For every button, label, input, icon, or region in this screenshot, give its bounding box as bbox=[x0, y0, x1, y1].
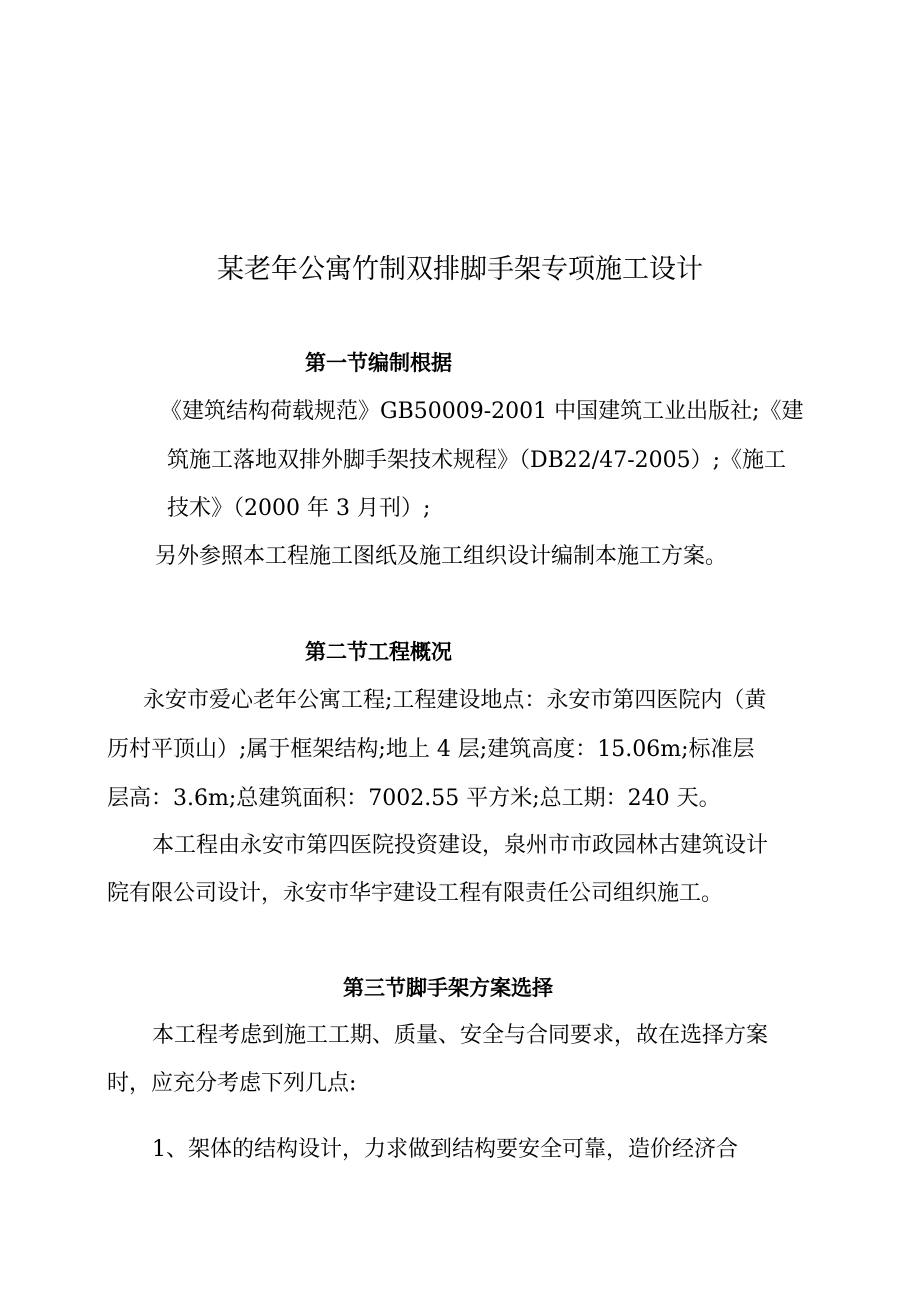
section2-para2-line-2: 院有限公司设计，永安市华宇建设工程有限责任公司组织施工。 bbox=[107, 881, 724, 906]
section3-para1-line-1: 本工程考虑到施工工期、质量、安全与合同要求，故在选择方案 bbox=[152, 1023, 769, 1048]
section-heading-3: 第三节脚手架方案选择 bbox=[343, 976, 553, 1000]
section-heading-2: 第二节工程概况 bbox=[305, 640, 452, 664]
section2-para1-line-3: 层高：3.6m;总建筑面积：7002.55 平方米;总工期：240 天。 bbox=[107, 786, 721, 811]
section3-item-1: 1、架体的结构设计，力求做到结构要安全可靠，造价经济合 bbox=[152, 1137, 738, 1162]
section2-para1-line-1: 永安市爱心老年公寓工程;工程建设地点：永安市第四医院内（黄 bbox=[143, 688, 767, 713]
section1-line-4: 另外参照本工程施工图纸及施工组织设计编制本施工方案。 bbox=[155, 544, 728, 569]
section1-line-1: 《建筑结构荷载规范》GB50009-2001 中国建筑工业出版社;《建 bbox=[160, 399, 804, 424]
section2-para2-line-1: 本工程由永安市第四医院投资建设，泉州市市政园林古建筑设计 bbox=[152, 833, 769, 858]
section2-para1-line-2: 历村平顶山）;属于框架结构;地上 4 层;建筑高度：15.06m;标准层 bbox=[107, 737, 755, 762]
section3-para1-line-2: 时，应充分考虑下列几点: bbox=[107, 1071, 357, 1096]
section1-line-3: 技术》（2000 年 3 月刊）; bbox=[167, 496, 431, 521]
section1-line-2: 筑施工落地双排外脚手架技术规程》（DB22/47-2005）;《施工 bbox=[167, 448, 787, 473]
section-heading-1: 第一节编制根据 bbox=[305, 351, 452, 375]
document-title: 某老年公寓竹制双排脚手架专项施工设计 bbox=[217, 254, 703, 285]
